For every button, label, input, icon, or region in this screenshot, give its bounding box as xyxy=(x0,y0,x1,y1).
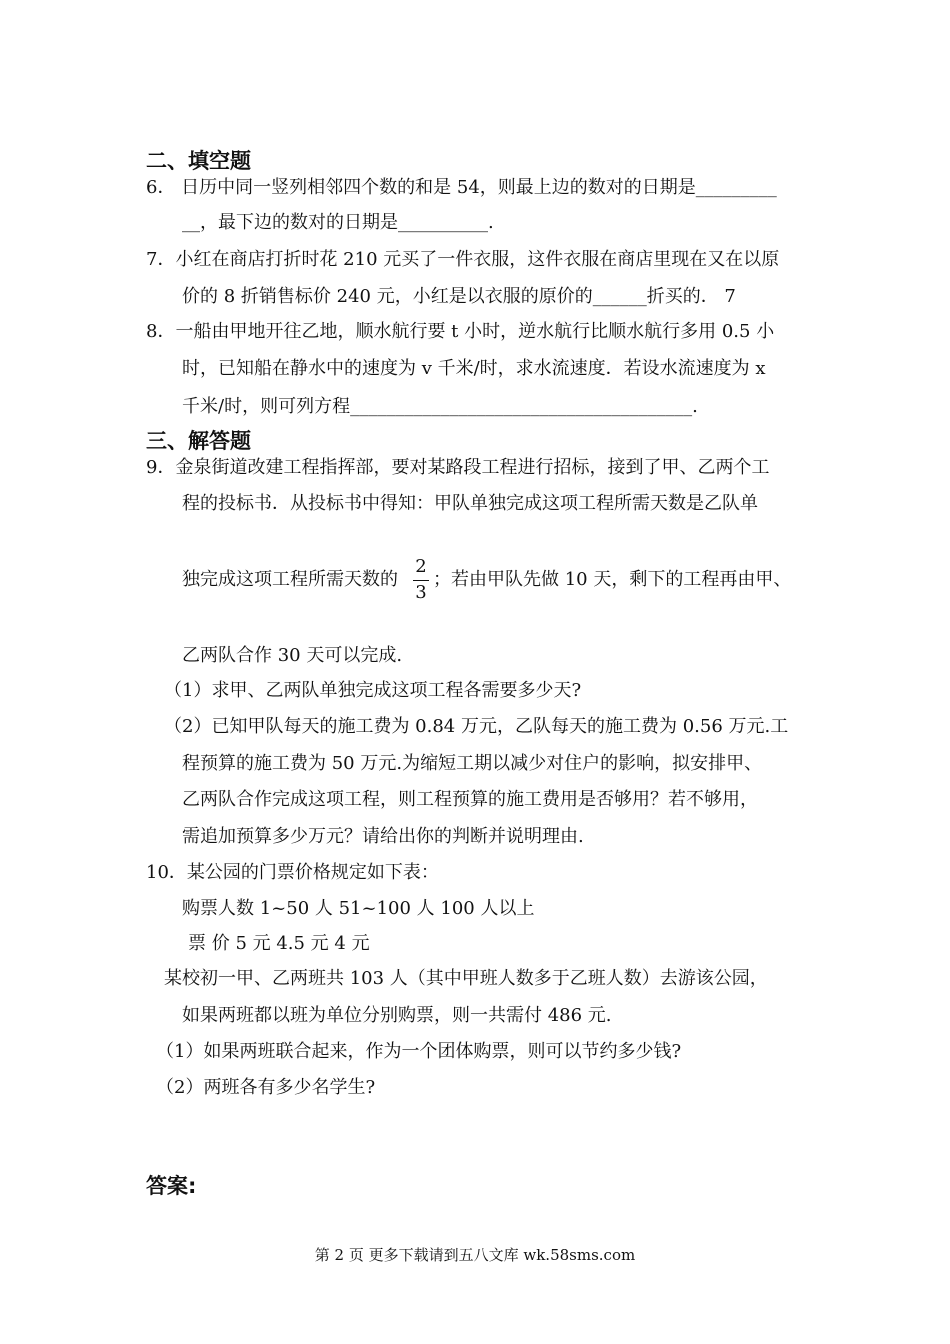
question-9-line-1: 9．金泉街道改建工程指挥部，要对某路段工程进行招标，接到了甲、乙两个工 xyxy=(146,457,770,478)
question-6-line-2: __，最下边的数对的日期是__________. xyxy=(182,212,494,233)
question-9-sub-2-line-4: 需追加预算多少万元？请给出你的判断并说明理由. xyxy=(182,826,584,847)
question-9-line-2: 程的投标书．从投标书中得知：甲队单独完成这项工程所需天数是乙队单 xyxy=(182,493,758,514)
fraction-bar xyxy=(413,580,429,581)
question-8-line-3: 千米/时，则可列方程______________________________________. xyxy=(182,396,698,417)
question-9-line-4: 乙两队合作 30 天可以完成. xyxy=(182,645,403,666)
question-8-line-1: 8．一船由甲地开往乙地，顺水航行要 t 小时，逆水航行比顺水航行多用 0.5 小 xyxy=(146,321,775,342)
question-8-line-2: 时，已知船在静水中的速度为 v 千米/时，求水流速度．若设水流速度为 x xyxy=(182,358,766,379)
fraction-numerator: 2 xyxy=(415,556,427,577)
question-7-line-1: 7．小红在商店打折时花 210 元买了一件衣服，这件衣服在商店里现在又在以原 xyxy=(146,249,780,270)
fraction-denominator: 3 xyxy=(415,582,427,603)
question-9-line-3-after: ；若由甲队先做 10 天，剩下的工程再由甲、 xyxy=(433,569,792,590)
page-footer: 第 2 页 更多下载请到五八文库 wk.58sms.com xyxy=(314,1246,636,1264)
price-table-row-1: 购票人数 1~50 人 51~100 人 100 人以上 xyxy=(182,898,535,919)
question-9-sub-2-line-1: （2）已知甲队每天的施工费为 0.84 万元，乙队每天的施工费为 0.56 万元.工 xyxy=(164,716,789,737)
price-table-row-2: 票 价 5 元 4.5 元 4 元 xyxy=(188,933,370,954)
question-10-sub-2: （2）两班各有多少名学生? xyxy=(156,1077,376,1098)
question-9-line-3-before: 独完成这项工程所需天数的 xyxy=(182,569,398,590)
question-9-sub-2-line-2: 程预算的施工费为 50 万元.为缩短工期以减少对住户的影响，拟安排甲、 xyxy=(182,753,763,774)
section-heading-fill-blank: 二、填空题 xyxy=(146,149,251,173)
question-9-sub-2-line-3: 乙两队合作完成这项工程，则工程预算的施工费用是否够用？若不够用， xyxy=(182,789,758,810)
question-7-line-2: 价的 8 折销售标价 240 元，小红是以衣服的原价的______折买的． 7 xyxy=(182,286,736,307)
question-10-line-3: 如果两班都以班为单位分别购票，则一共需付 486 元. xyxy=(182,1005,612,1026)
section-heading-solve: 三、解答题 xyxy=(146,429,251,453)
question-10-sub-1: （1）如果两班联合起来，作为一个团体购票，则可以节约多少钱? xyxy=(156,1041,682,1062)
question-10-line-1: 10．某公园的门票价格规定如下表： xyxy=(146,862,439,883)
question-6-line-1: 6． 日历中同一竖列相邻四个数的和是 54，则最上边的数对的日期是_________ xyxy=(146,177,777,198)
question-10-line-2: 某校初一甲、乙两班共 103 人（其中甲班人数多于乙班人数）去游该公园， xyxy=(164,968,768,989)
question-9-sub-1: （1）求甲、乙两队单独完成这项工程各需要多少天? xyxy=(164,680,582,701)
answer-heading: 答案: xyxy=(146,1174,197,1198)
